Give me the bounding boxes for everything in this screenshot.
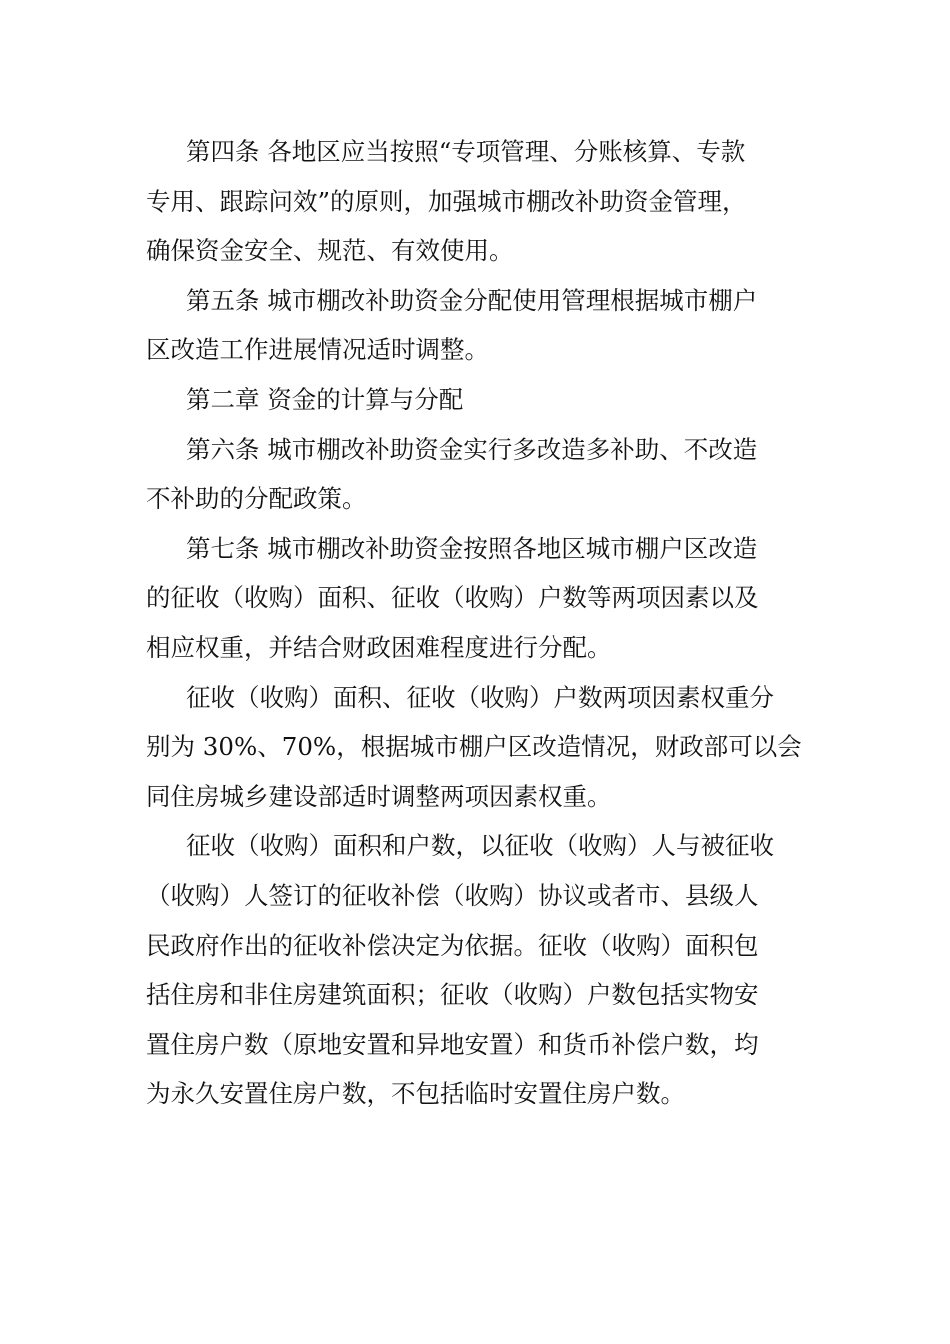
weights-paragraph-line-1: 征收（收购）面积、征收（收购）户数两项因素权重分: [186, 682, 774, 712]
article-4-line-1: 第四条 各地区应当按照“专项管理、分账核算、专款: [186, 137, 746, 166]
weights-paragraph-line-3: 同住房城乡建设部适时调整两项因素权重。: [146, 781, 612, 811]
article-4-line-3: 确保资金安全、规范、有效使用。: [146, 236, 514, 266]
article-5-line-2: 区改造工作进展情况适时调整。: [146, 335, 489, 365]
weights-paragraph-line-2: 别为 30%、70%，根据城市棚户区改造情况，财政部可以会: [146, 732, 802, 762]
basis-paragraph-line-3: 民政府作出的征收补偿决定为依据。征收（收购）面积包: [146, 930, 759, 960]
article-7-line-2: 的征收（收购）面积、征收（收购）户数等两项因素以及: [146, 583, 759, 613]
basis-paragraph-line-4: 括住房和非住房建筑面积；征收（收购）户数包括实物安: [146, 980, 759, 1010]
article-7-line-1: 第七条 城市棚改补助资金按照各地区城市棚户区改造: [186, 533, 758, 563]
basis-paragraph-line-5: 置住房户数（原地安置和异地安置）和货币补偿户数，均: [146, 1029, 759, 1059]
basis-paragraph-line-6: 为永久安置住房户数，不包括临时安置住房户数。: [146, 1079, 685, 1109]
basis-paragraph-line-2: （收购）人签订的征收补偿（收购）协议或者市、县级人: [146, 880, 759, 910]
article-6-line-1: 第六条 城市棚改补助资金实行多改造多补助、不改造: [186, 434, 758, 464]
article-6-line-2: 不补助的分配政策。: [146, 484, 367, 514]
article-7-line-3: 相应权重，并结合财政困难程度进行分配。: [146, 632, 612, 662]
article-5-line-1: 第五条 城市棚改补助资金分配使用管理根据城市棚户: [186, 285, 758, 315]
document-body: [146, 127, 806, 1119]
chapter-2-heading: 第二章 资金的计算与分配: [186, 384, 464, 414]
basis-paragraph-line-1: 征收（收购）面积和户数，以征收（收购）人与被征收: [186, 831, 774, 861]
article-4-line-2: 专用、跟踪问效”的原则，加强城市棚改补助资金管理，: [146, 186, 747, 216]
